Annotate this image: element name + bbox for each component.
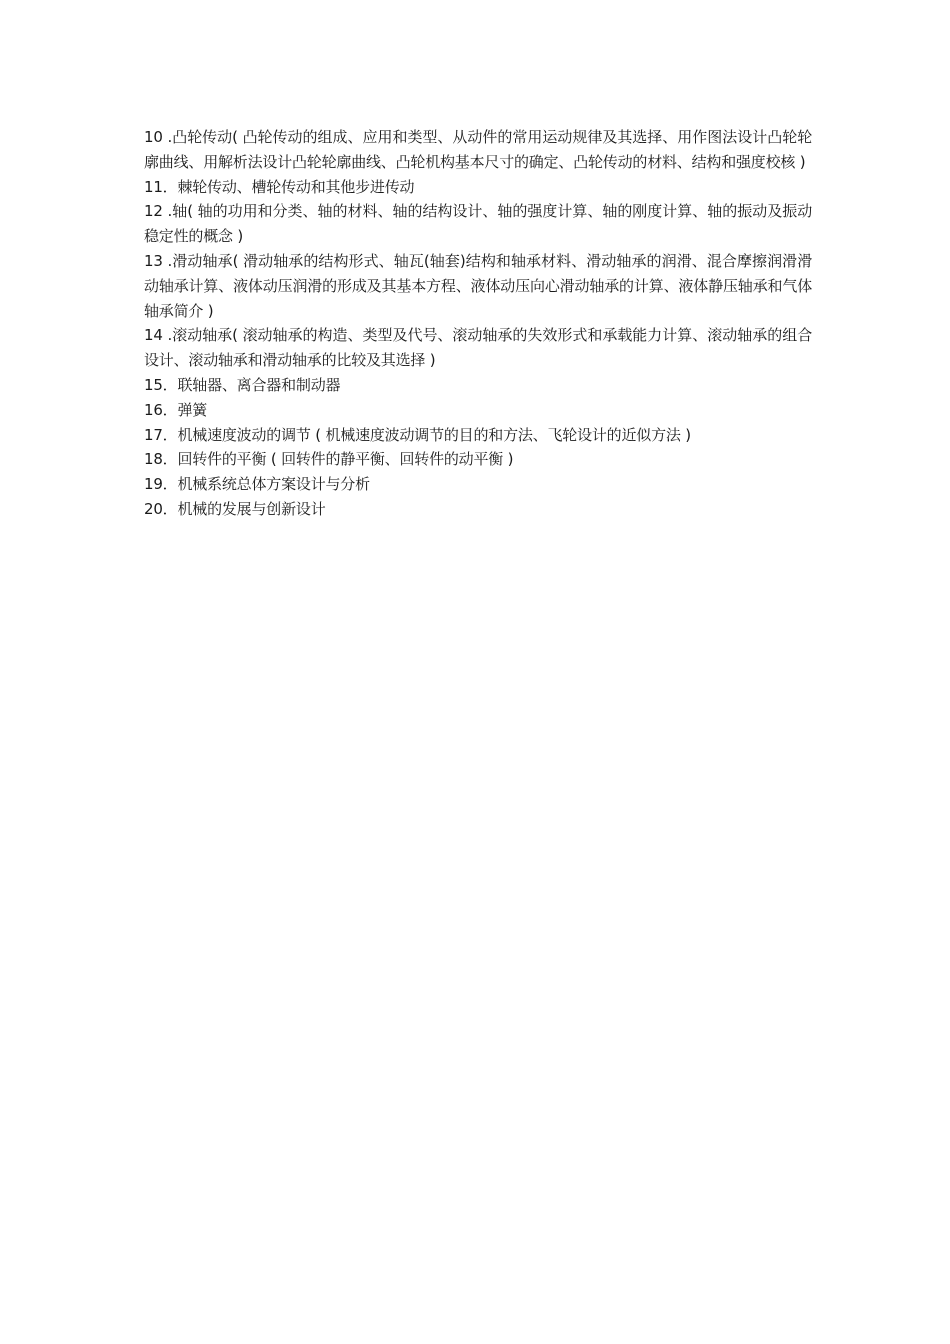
list-item: 13 .滑动轴承( 滑动轴承的结构形式、轴瓦(轴套)结构和轴承材料、滑动轴承的润滑、混合摩擦润滑滑动轴承计算、液体动压润滑的形成及其基本方程、液体动压向心滑动轴承的计算、液体静压轴承和气体轴承简介 )	[144, 251, 812, 320]
list-item: 15．联轴器、离合器和制动器	[144, 375, 341, 394]
list-item: 20．机械的发展与创新设计	[144, 499, 326, 518]
list-item: 18．回转件的平衡 ( 回转件的静平衡、回转件的动平衡 )	[144, 450, 514, 469]
document-body	[144, 125, 812, 522]
list-item: 19．机械系统总体方案设计与分析	[144, 475, 370, 494]
list-item: 17．机械速度波动的调节 ( 机械速度波动调节的目的和方法、飞轮设计的近似方法 )	[144, 425, 691, 444]
list-item: 14 .滚动轴承( 滚动轴承的构造、类型及代号、滚动轴承的失效形式和承载能力计算、滚动轴承的组合设计、滚动轴承和滑动轴承的比较及其选择 )	[144, 326, 812, 370]
list-item: 10 .凸轮传动( 凸轮传动的组成、应用和类型、从动件的常用运动规律及其选择、用作图法设计凸轮轮廓曲线、用解析法设计凸轮轮廓曲线、凸轮机构基本尺寸的确定、凸轮传动的材料、结构和强度校核 )	[144, 128, 812, 171]
list-item: 12 .轴( 轴的功用和分类、轴的材料、轴的结构设计、轴的强度计算、轴的刚度计算、轴的振动及振动稳定性的概念 )	[144, 202, 812, 246]
list-item: 11．棘轮传动、槽轮传动和其他步进传动	[144, 177, 415, 196]
list-item: 16．弹簧	[144, 400, 208, 419]
